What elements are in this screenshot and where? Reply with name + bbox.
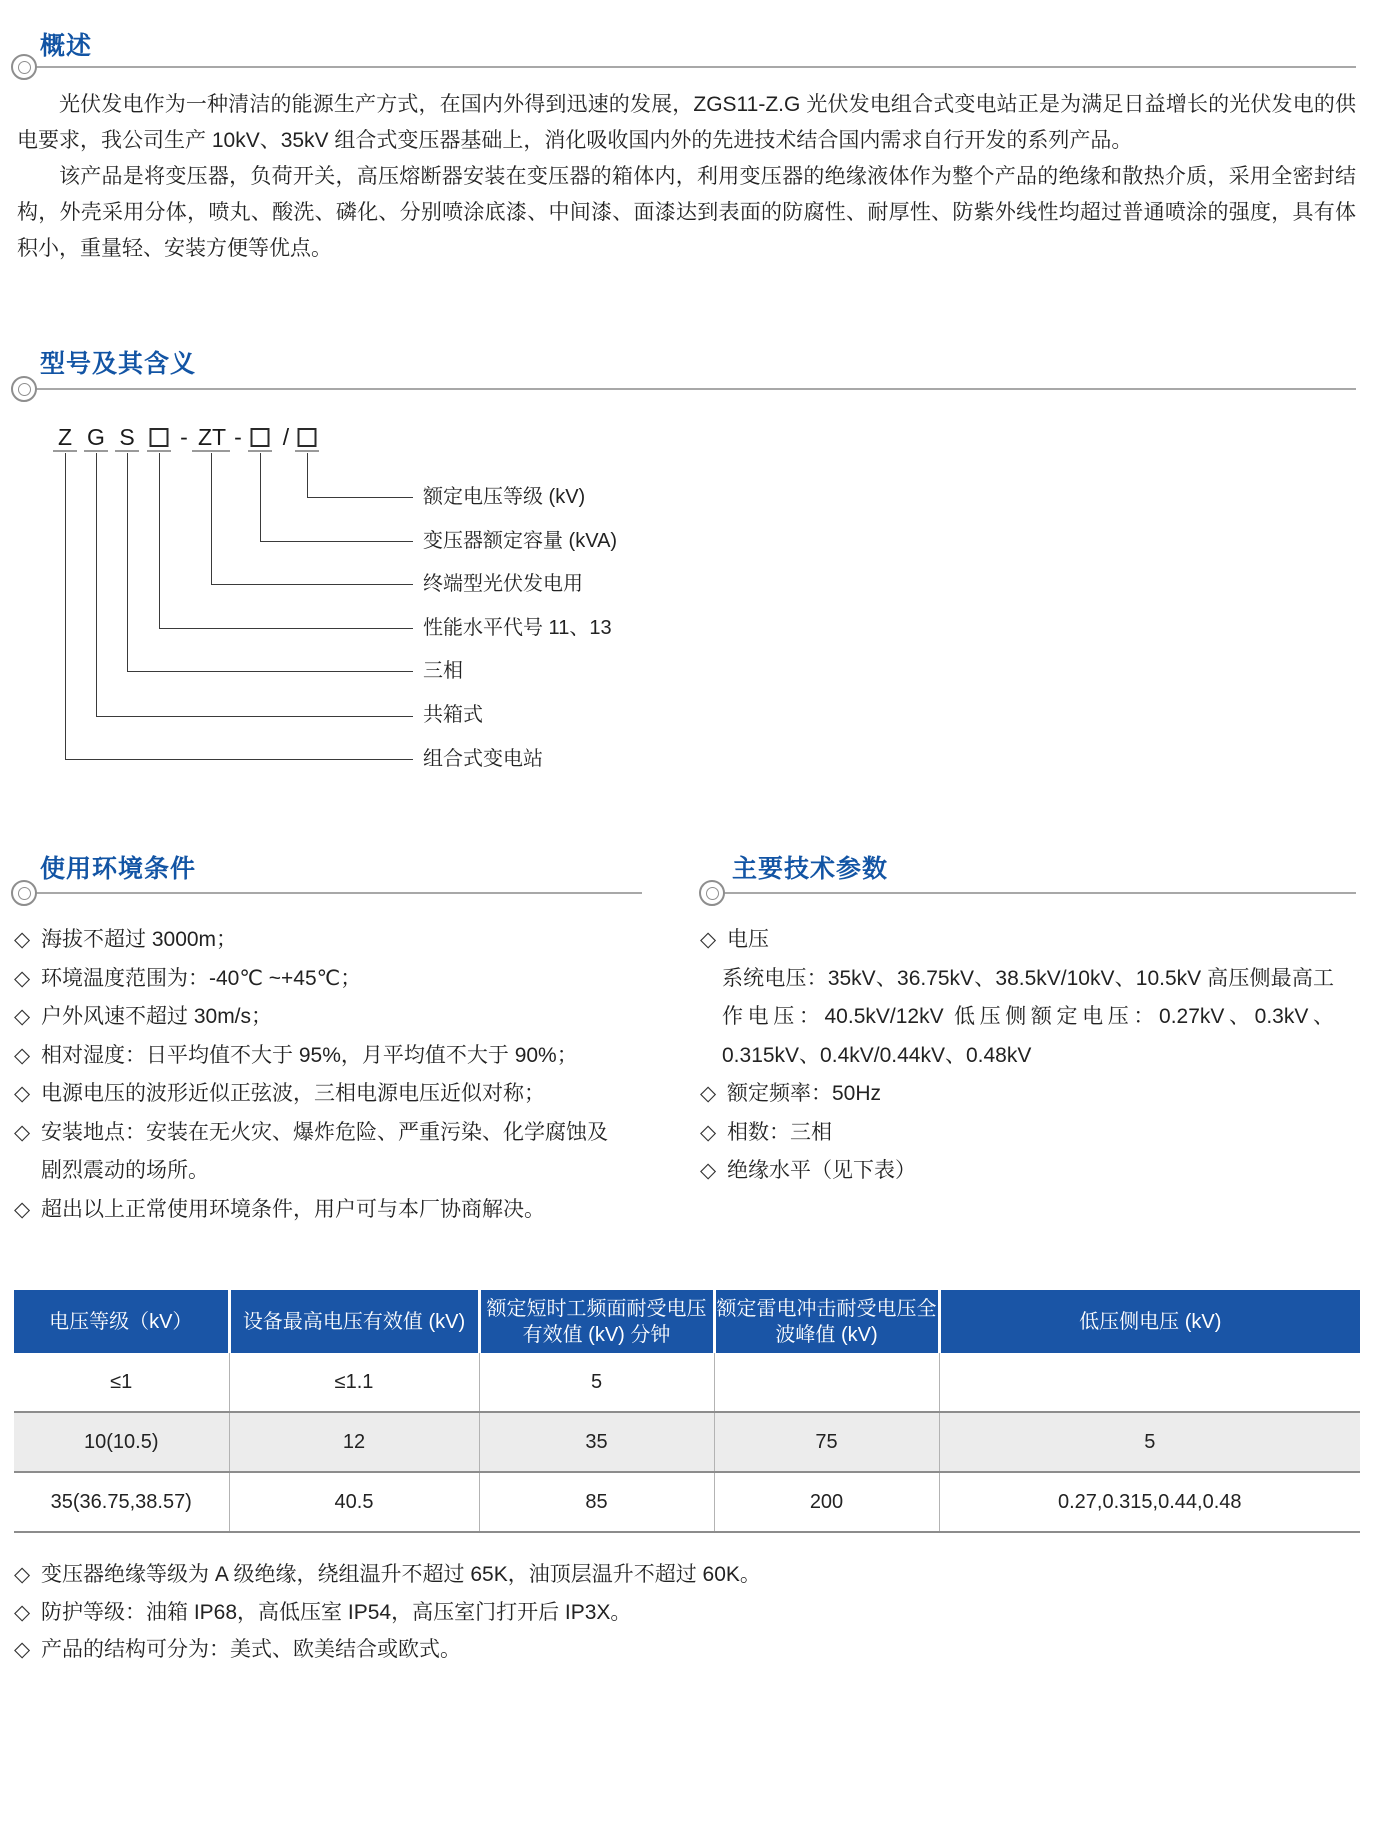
list-item: ◇ 海拔不超过 3000m； [14,921,618,960]
note-item: ◇ 变压器绝缘等级为 A 级绝缘，绕组温升不超过 65K，油顶层温升不超过 60K。 [14,1556,1356,1594]
table-header-cell: 设备最高电压有效值 (kV) [229,1290,479,1353]
table-cell: 12 [229,1412,479,1472]
diagram-tick [115,450,139,452]
diamond-bullet-icon: ◇ [14,1197,31,1221]
table-header-cell: 电压等级（kV） [14,1290,229,1353]
model-code-char: G [87,424,105,450]
table-header-row [14,1290,1360,1353]
model-code-char: - [234,424,242,450]
section-ring-icon [699,880,725,906]
table-cell: 35 [479,1412,714,1472]
diagram-label: 额定电压等级 (kV) [423,486,586,508]
table-cell: ≤1 [110,1370,133,1393]
notes-list [14,1556,1356,1669]
diamond-bullet-icon: ◇ [14,966,31,990]
model-code-char: - [180,424,188,450]
diagram-tick [192,450,230,452]
list-item: ◇ 相数：三相 [700,1114,1360,1153]
diagram-tick [84,450,108,452]
table-cell: 85 [479,1472,714,1532]
overview-paragraph: 光伏发电作为一种清洁的能源生产方式，在国内外得到迅速的发展，ZGS11-Z.G 光伏发电组合式变电站正是为满足日益增长的光伏发电的供电要求，我公司生产 10kV、35kV 组合式变压器基础上，消化吸收国内外的先进技术结合国内需求自行开发的系列产品。 [17,93,1356,152]
diagram-label: 三相 [423,660,463,682]
diamond-bullet-icon: ◇ [14,1120,31,1144]
table-header-cell: 额定雷电冲击耐受电压全波峰值 (kV) [714,1290,939,1353]
list-item: ◇ 电源电压的波形近似正弦波，三相电源电压近似对称； [14,1075,618,1114]
environment-list [14,921,618,1229]
section-title-model: 型号及其含义 [40,350,197,378]
table-row [14,1353,1360,1412]
diagram-tick [295,450,319,452]
diamond-bullet-icon: ◇ [14,1600,31,1624]
diamond-bullet-icon: ◇ [14,1638,31,1661]
table-cell: 0.27,0.315,0.44,0.48 [939,1472,1360,1532]
list-item: ◇ 绝缘水平（见下表） [700,1152,1360,1191]
diagram-label: 共箱式 [423,704,483,726]
list-item: ◇ 户外风速不超过 30m/s； [14,998,618,1037]
table-cell: 75 [714,1412,939,1472]
model-code-char: ZT [197,424,227,450]
model-code-box [251,428,270,447]
section-ring-icon [11,880,37,906]
diagram-tick [147,450,171,452]
note-item: ◇ 产品的结构可分为：美式、欧美结合或欧式。 [14,1631,1356,1669]
table-cell: 40.5 [229,1472,479,1532]
section-title-parameters: 主要技术参数 [732,855,889,883]
table-cell: 5 [479,1353,714,1412]
table-cell: 10(10.5) [84,1430,159,1453]
model-code-box [298,428,317,447]
model-code-box [150,428,169,447]
diagram-label: 性能水平代号 11、13 [423,617,612,639]
list-item: ◇ 相对湿度：日平均值不大于 95%，月平均值不大于 90%； [14,1037,618,1076]
table-row [14,1472,1360,1532]
list-item: ◇ 超出以上正常使用环境条件，用户可与本厂协商解决。 [14,1191,618,1230]
section-divider [712,892,1356,894]
table-cell: 5 [939,1412,1360,1472]
model-code-char: Z [57,424,73,450]
table-row [14,1412,1360,1472]
section-title-overview: 概述 [40,32,93,60]
section-title-environment: 使用环境条件 [40,855,197,883]
diagram-tick [53,450,77,452]
diamond-bullet-icon: ◇ [700,1120,717,1144]
table-cell: ≤1.1 [229,1353,479,1412]
table-cell [714,1353,939,1412]
section-divider [24,892,642,894]
voltage-detail-text: 系统电压：35kV、36.75kV、38.5kV/10kV、10.5kV 高压侧最高工作电压：40.5kV/12kV 低压侧额定电压：0.27kV、0.3kV、0.315kV、0.4kV/0.44kV、0.48kV [722,966,1334,1067]
diagram-label: 终端型光伏发电用 [423,573,583,595]
table-cell: 200 [714,1472,939,1532]
overview-text [17,87,1356,267]
list-item: ◇ 电压 [700,921,1360,960]
list-item: ◇ 安装地点：安装在无火灾、爆炸危险、严重污染、化学腐蚀及剧烈震动的场所。 [14,1114,618,1191]
list-item: ◇ 环境温度范围为：-40℃ ~+45℃； [14,960,618,999]
diamond-bullet-icon: ◇ [14,928,31,951]
model-code-char: S [119,424,135,450]
overview-paragraph: 该产品是将变压器，负荷开关，高压熔断器安装在变压器的箱体内，利用变压器的绝缘液体作为整个产品的绝缘和散热介质，采用全密封结构，外壳采用分体，喷丸、酸洗、磷化、分别喷涂底漆、中间漆、面漆达到表面的防腐性、耐厚性、防紫外线性均超过普通喷涂的强度，具有体积小，重量轻、安装方便等优点。 [17,165,1356,260]
table-header-cell: 低压侧电压 (kV) [939,1290,1360,1353]
table-header-cell: 额定短时工频面耐受电压有效值 (kV) 分钟 [479,1290,714,1353]
section-ring-icon [11,54,37,80]
diagram-tick [248,450,272,452]
insulation-table [14,1290,1360,1533]
diagram-connector [65,453,413,760]
diamond-bullet-icon: ◇ [700,1159,717,1182]
list-item: ◇ 额定频率：50Hz [700,1075,1360,1114]
table-cell: 35(36.75,38.57) [50,1490,192,1513]
table-cell [939,1353,1360,1412]
insulation-table-wrap [14,1290,1360,1533]
note-item: ◇ 防护等级：油箱 IP68，高低压室 IP54，高压室门打开后 IP3X。 [14,1594,1356,1632]
diagram-label: 变压器额定容量 (kVA) [423,530,618,552]
section-divider [24,66,1356,68]
diamond-bullet-icon: ◇ [14,1082,31,1105]
diamond-bullet-icon: ◇ [700,1082,717,1105]
diamond-bullet-icon: ◇ [14,1043,31,1067]
section-divider [24,388,1356,390]
diagram-label: 组合式变电站 [423,748,543,770]
section-ring-icon [11,376,37,402]
parameters-list [700,921,1360,1191]
diamond-bullet-icon: ◇ [14,1005,31,1028]
model-code-char: / [282,424,290,450]
diamond-bullet-icon: ◇ [700,928,717,951]
diamond-bullet-icon: ◇ [14,1563,31,1586]
